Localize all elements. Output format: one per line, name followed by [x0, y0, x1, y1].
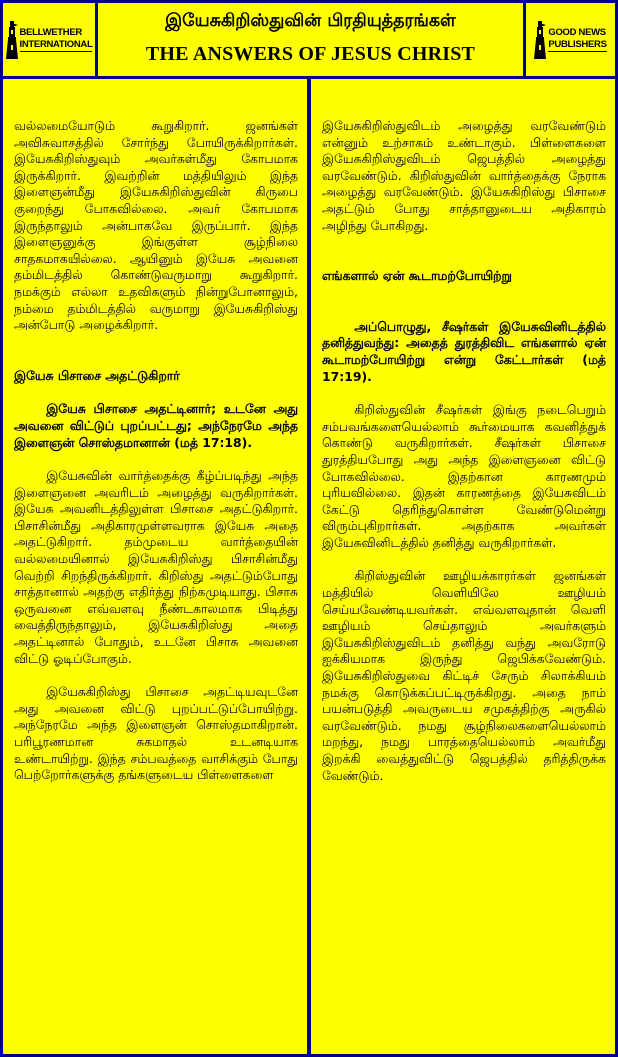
left-paragraph-3: இயேசுகிறிஸ்து பிசாசை அதட்டியவுடனே அது அவனை விட்டு புறப்பட்டுப்போயிற்று. அந்நேரமே அந்த இளைஞன் சொஸ்தமாகிறான். பரிபூரணமான சுகமாதல் உடனடியாக உண்டாயிற்று. இந்த சம்பவத்தை வாசிக்கும் போது பெற்றோர்களுக்கு தங்களுடைய பிள்ளைகளை [14, 684, 298, 783]
title-area [98, 3, 523, 76]
good-news-logo [523, 3, 615, 76]
right-paragraph-3: கிறிஸ்துவின் ஊழியக்காரர்கள் ஜனங்கள் மத்தியில் வெளியிலே ஊழியம் செய்யவேண்டியவர்கள். எவ்வளவுதான் வெளி ஊழியம் செய்தாலும் அவர்களும் இயேசுகிறிஸ்துவிடம் தனித்து வந்து அவரோடு ஐக்கியமாக இருந்து ஜெபிக்கவேண்டும். இயேசுகிறிஸ்துவை கிட்டிச் சேரும் சிலாக்கியம் நமக்கு கொடுக்கப்பட்டிருக்கிறது. அதை நாம் பயன்படுத்தி அவருடைய சமுகத்திற்கு அருகில் வரவேண்டும். நமது சூழ்நிலைகளையெல்லாம் மறந்து, நமது பாரத்தையெல்லாம் அவர்மீது இறக்கி வைத்துவிட்டு ஜெபத்தில் தரித்திருக்க வேண்டும். [322, 568, 606, 783]
left-logo-line2: INTERNATIONAL [19, 39, 93, 50]
tower-icon [6, 21, 18, 59]
column-divider [307, 76, 311, 1054]
left-verse: இயேசு பிசாசை அதட்டினார்; உடனே அது அவனை விட்டுப் புறப்பட்டது; அந்நேரமே அந்த இளைஞன் சொஸ்தமானான் (மத் 17:18). [14, 401, 298, 450]
tower-icon [534, 21, 546, 59]
right-paragraph-1: இயேசுகிறிஸ்துவிடம் அழைத்து வரவேண்டும் என்னும் உற்சாகம் உண்டாகும். பிள்ளைகளை இயேசுகிறிஸ்துவிடம் ஜெபத்தில் அழைத்து வரவேண்டும். கிறிஸ்துவின் வார்த்தைக்கு நேராக அழைத்து வரவேண்டும். இயேசுகிறிஸ்து பிசாசை அதட்டும் போது சாத்தானுடைய அதிகாரம் அழிந்து போகிறது. [322, 118, 606, 233]
page-title-english: THE ANSWERS OF JESUS CHRIST [145, 43, 476, 65]
left-column [14, 118, 298, 784]
right-column [322, 118, 606, 784]
right-logo-line2: PUBLISHERS [548, 39, 607, 50]
header [3, 3, 615, 79]
right-section-heading: எங்களால் ஏன் கூடாமற்போயிற்று [322, 268, 512, 284]
right-logo-line1: GOOD NEWS [548, 27, 606, 38]
right-verse: அப்பொழுது, சீஷர்கள் இயேசுவினிடத்தில் தனித்துவந்து: அதைத் துரத்திவிட எங்களால் ஏன் கூடாமற்போயிற்று என்று கேட்டார்கள் (மத் 17:19). [322, 318, 606, 384]
page-title-tamil: இயேசுகிறிஸ்துவின் பிரதியுத்தரங்கள் [165, 11, 456, 31]
left-paragraph-2: இயேசுவின் வார்த்தைக்கு கீழ்ப்படிந்து அந்த இளைஞனை அவரிடம் அழைத்து வருகிறார்கள். இயேசு அவனிடத்திலுள்ள பிசாசை அதட்டுகிறார். பிசாசின்மீது அதிகாரமுள்ளவராக இயேசு அதை அதட்டுகிறார். தம்முடைய வார்த்தையின் வல்லமையினால் இயேசுகிறிஸ்து பிசாசின்மீது வெற்றி சிறந்திருக்கிறார். கிறிஸ்து அதட்டும்போது சாத்தானால் அதற்கு எதிர்த்து நிற்கமுடியாது. பிசாசு ஒருவனை எவ்வளவு நீண்டகாலமாக பிடித்து வைத்திருந்தாலும், இயேசுகிறிஸ்து அதை அதட்டினால் போதும், உடனே பிசாசு அவனை விட்டு ஓடிப்போகும். [14, 468, 298, 666]
left-logo-line1: BELLWETHER [19, 27, 82, 38]
bellwether-logo [3, 3, 98, 76]
left-section-heading: இயேசு பிசாசை அதட்டுகிறார் [14, 367, 180, 383]
left-paragraph-1: வல்லமையோடும் கூறுகிறார். ஜனங்கள் அவிசுவாசத்தில் சோர்ந்து போயிருக்கிறார்கள். இயேசுகிறிஸ்துவும் அவர்கள்மீது கோபமாக இருக்கிறார். இவற்றின் மத்தியிலும் இந்த இளைஞன்மீது இயேசுகிறிஸ்துவின் கிருபை குறைந்து போகவில்லை. அவர் கோபமாக இருந்தாலும் அன்பாகவே இருப்பார். இந்த இளைஞனுக்கு இங்குள்ள சூழ்நிலை சாதகமாகயில்லை. ஆயினும் இயேசு அவனை தம்மிடத்தில் கொண்டுவருமாறு கூறுகிறார். நமக்கும் எல்லா உதவிகளும் நின்றுபோனாலும், நம்மை தம்மிடத்தில் வருமாறு இயேசுகிறிஸ்து அன்போடு அழைக்கிறார். [14, 118, 298, 333]
right-paragraph-2: கிறிஸ்துவின் சீஷர்கள் இங்கு நடைபெறும் சம்பவங்களையெல்லாம் கூர்மையாக கவனித்துக் கொண்டு வருகிறார்கள். சீஷர்கள் பிசாசை துரத்தியபோது அது அந்த இளைஞனை விட்டு போகவில்லை. இதற்கான காரணமும் புரியவில்லை. இதன் காரணத்தை இயேசுவிடம் கேட்டு தெரிந்துகொள்ள வேண்டுமென்று விரும்புகிறார்கள். அதற்காக அவர்கள் இயேசுவினிடத்தில் தனித்து வருகிறார்கள். [322, 402, 606, 550]
